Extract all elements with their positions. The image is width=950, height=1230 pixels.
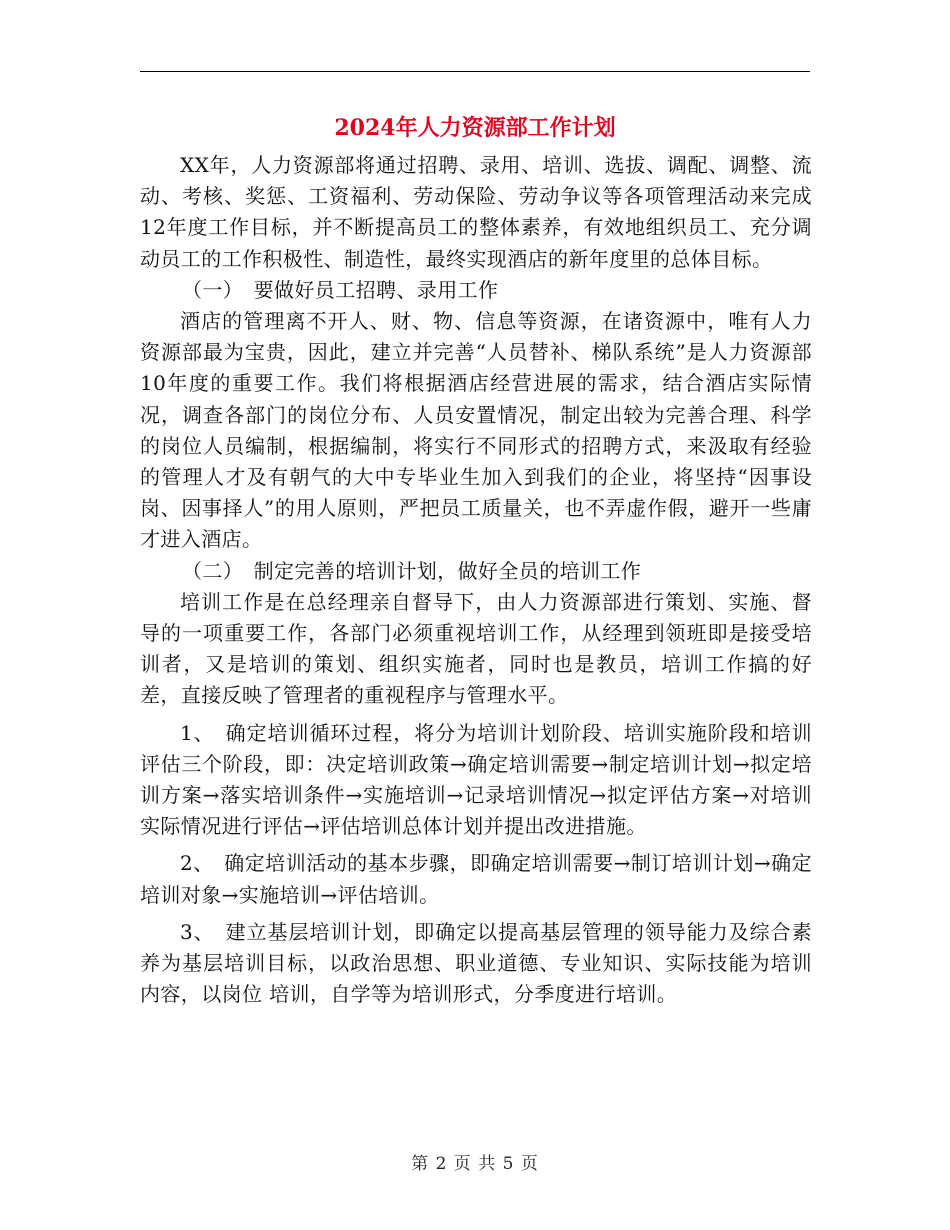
header-rule <box>140 71 810 72</box>
document-title: 2024年人力资源部工作计划 <box>334 115 616 141</box>
page-number: 第 2 页 共 5 页 <box>411 1154 539 1174</box>
section-heading-2: （二） 制定完善的培训计划，做好全员的培训工作 <box>182 558 642 583</box>
list-item-1: 1、 确定培训循环过程，将分为培训计划阶段、培训实施阶段和培训评估三个阶段，即：决定培训政策→确定培训需要→制定培训计划→拟定培训方案→落实培训条件→实施培训→记录培训情况→拟定评估方案→对培训实际情况进行评估→评估培训总体计划并提出改进措施。 <box>140 720 812 839</box>
section-heading-1: （一） 要做好员工招聘、录用工作 <box>182 277 499 302</box>
document-body <box>140 150 812 1010</box>
list-item-2: 2、 确定培训活动的基本步骤，即确定培训需要→制订培训计划→确定培训对象→实施培训→评估培训。 <box>140 851 812 907</box>
intro-paragraph: XX年，人力资源部将通过招聘、录用、培训、选拔、调配、调整、流动、考核、奖惩、工资福利、劳动保险、劳动争议等各项管理活动来完成12年度工作目标，并不断提高员工的整体素养，有效地组织员工、充分调动员工的工作积极性、制造性，最终实现酒店的新年度里的总体目标。 <box>140 153 812 271</box>
section-1-paragraph: 酒店的管理离不开人、财、物、信息等资源，在诸资源中，唯有人力资源部最为宝贵，因此，建立并完善“人员替补、梯队系统”是人力资源部10年度的重要工作。我们将根据酒店经营进展的需求，结合酒店实际情况，调查各部门的岗位分布、人员安置情况，制定出较为完善合理、科学的岗位人员编制，根据编制，将实行不同形式的招聘方式，来汲取有经验的管理人才及有朝气的大中专毕业生加入到我们的企业，将坚持“因事设岗、因事择人”的用人原则，严把员工质量关，也不弄虚作假，避开一些庸才进入酒店。 <box>140 309 812 552</box>
list-item-3: 3、 建立基层培训计划，即确定以提高基层管理的领导能力及综合素养为基层培训目标，以政治思想、职业道德、专业知识、实际技能为培训内容，以岗位 培训，自学等为培训形式，分季度进行培训。 <box>140 919 812 1007</box>
section-2-paragraph: 培训工作是在总经理亲自督导下，由人力资源部进行策划、实施、督导的一项重要工作，各部门必须重视培训工作，从经理到领班即是接受培训者，又是培训的策划、组织实施者，同时也是教员，培训工作搞的好差，直接反映了管理者的重视程序与管理水平。 <box>140 589 812 708</box>
